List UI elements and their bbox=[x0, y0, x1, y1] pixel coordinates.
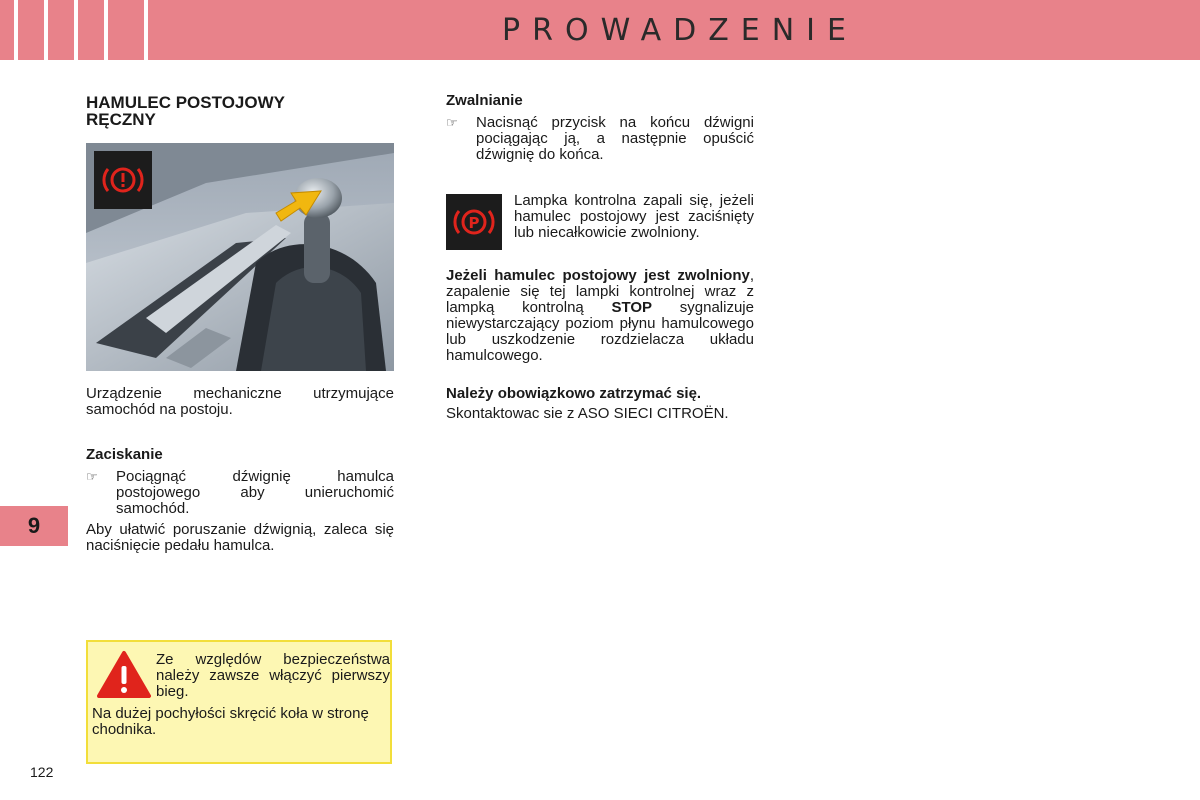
warning-extra-text: Na dużej pochyłości skręcić koła w stronę chodnika. bbox=[92, 705, 369, 738]
parking-lamp-box bbox=[446, 194, 502, 250]
warning-box bbox=[86, 640, 392, 764]
tighten-bullet-text: Pociągnąć dźwignię hamulca postojowego aby unieruchomić samochód. bbox=[116, 468, 394, 517]
handbrake-photo bbox=[86, 143, 394, 371]
tighten-bullet bbox=[86, 469, 394, 517]
brake-lamp-box bbox=[94, 151, 152, 209]
svg-text:P: P bbox=[468, 214, 480, 232]
section-heading bbox=[86, 94, 386, 128]
tighten-tip: Aby ułatwić poruszanie dźwignią, zaleca się naciśnięcie pedału hamulca. bbox=[86, 521, 394, 554]
contact-text: Skontaktowac sie z ASO SIECI CITROËN. bbox=[446, 405, 729, 422]
header-stripe-1 bbox=[0, 0, 14, 60]
warning-main-text: Ze względów bezpieczeństwa należy zawsze włączyć pierwszy bieg. bbox=[156, 651, 390, 700]
pointing-hand-icon: ☞ bbox=[86, 469, 98, 484]
warning-triangle-icon bbox=[96, 650, 152, 700]
page-title: PROWADZENIE bbox=[502, 12, 858, 48]
intro-text: Urządzenie mechaniczne utrzymujące samochód na postoju. bbox=[86, 385, 394, 418]
tighten-heading: Zaciskanie bbox=[86, 446, 163, 463]
page-number: 122 bbox=[30, 764, 54, 780]
release-bullet-text: Nacisnąć przycisk na końcu dźwigni pociągając ją, a następnie opuścić dźwignię do końca. bbox=[476, 114, 754, 163]
pointing-hand-icon: ☞ bbox=[446, 115, 458, 130]
chapter-number: 9 bbox=[27, 513, 41, 538]
stop-required: Należy obowiązkowo zatrzymać się. bbox=[446, 385, 702, 402]
alert-bold-stop: STOP bbox=[611, 299, 653, 316]
release-bullet bbox=[446, 115, 754, 163]
header-stripe-2 bbox=[18, 0, 44, 60]
chapter-tab bbox=[0, 506, 68, 546]
release-heading: Zwalnianie bbox=[446, 92, 523, 109]
header-bar bbox=[148, 0, 1200, 60]
parking-brake-icon bbox=[451, 202, 497, 242]
alert-paragraph bbox=[446, 268, 754, 364]
brake-warning-icon bbox=[100, 160, 146, 200]
lamp-text: Lampka kontrolna zapali się, jeżeli hamulec postojowy jest zaciśnięty lub niecałkowicie zwolniony. bbox=[514, 192, 754, 241]
header-stripe-5 bbox=[108, 0, 144, 60]
header-stripe-3 bbox=[48, 0, 74, 60]
alert-text-1: , zapalenie się tej lampki kontrolnej wraz z lampką kontrolną bbox=[446, 267, 754, 316]
alert-bold-1: Jeżeli hamulec postojowy jest zwolniony bbox=[446, 267, 750, 284]
alert-text-2: sygnalizuje niewystarczający poziom płynu hamulcowego lub uszkodzenie rozdzielacza układu hamulcowego. bbox=[446, 299, 754, 364]
header-stripe-4 bbox=[78, 0, 104, 60]
section-heading-line2: RĘCZNY bbox=[86, 110, 156, 129]
section-heading-line1: HAMULEC POSTOJOWY bbox=[86, 93, 285, 112]
